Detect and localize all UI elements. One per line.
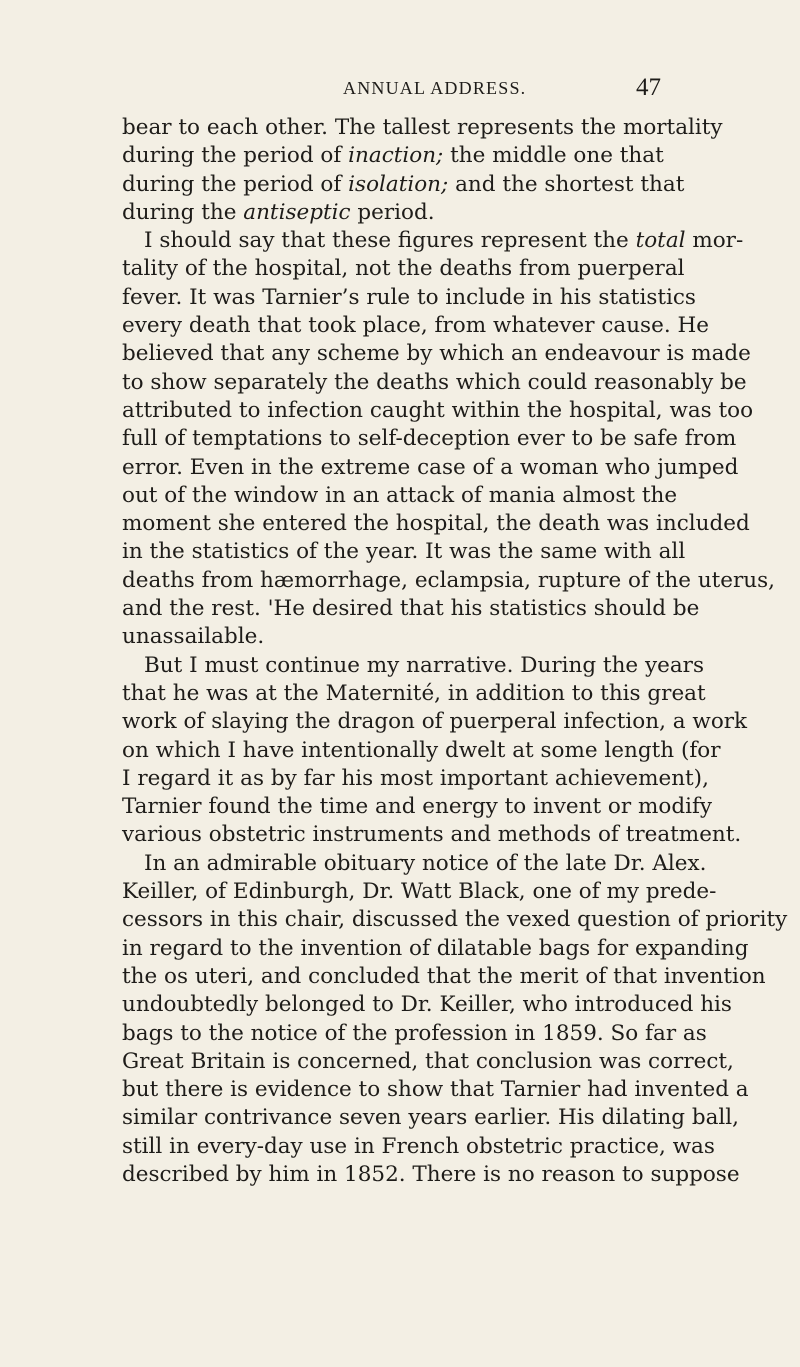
text-line: cessors in this chair, discussed the vexed question of priority [122, 907, 788, 933]
text-line: undoubtedly belonged to Dr. Keiller, who introduced his [122, 992, 732, 1018]
text-line: I regard it as by far his most important achievement), [122, 765, 709, 791]
text-line: bags to the notice of the profession in 1859. So far as [122, 1020, 707, 1046]
text-line: fever. It was Tarnier’s rule to include in his statistics [122, 284, 696, 310]
text-line: in regard to the invention of dilatable bags for expanding [122, 935, 749, 961]
text-line: during the period of isolation; and the shortest that [122, 171, 685, 197]
running-title: ANNUAL ADDRESS. [343, 78, 527, 98]
text-line: out of the window in an attack of mania almost the [122, 482, 678, 508]
body-text [122, 114, 788, 1189]
text-line: on which I have intentionally dwelt at some length (for [122, 737, 721, 763]
text-line: during the period of inaction; the middle one that [122, 143, 664, 169]
text-line: work of slaying the dragon of puerperal infection, a work [122, 709, 748, 735]
page-number: 47 [636, 74, 661, 101]
text-line: full of temptations to self-deception ever to be safe from [122, 426, 737, 452]
text-line: and the rest. 'He desired that his statistics should be [122, 596, 700, 622]
emphasis-total: total [635, 228, 686, 254]
text-line: I should say that these figures represent the total mor- [144, 228, 744, 254]
text-line: bear to each other. The tallest represents the mortality [122, 115, 723, 140]
text-line: during the antiseptic period. [122, 199, 435, 225]
text-line: moment she entered the hospital, the death was included [122, 511, 750, 537]
text-line: Keiller, of Edinburgh, Dr. Watt Black, one of my prede- [122, 879, 717, 905]
text-line: described by him in 1852. There is no reason to suppose [122, 1161, 740, 1187]
text-line: various obstetric instruments and methods of treatment. [122, 822, 742, 848]
emphasis-isolation: isolation; [348, 171, 449, 197]
text-line: to show separately the deaths which could reasonably be [122, 369, 747, 395]
text-line: But I must continue my narrative. During the years [144, 652, 704, 678]
text-line: believed that any scheme by which an endeavour is made [122, 341, 751, 367]
text-line: tality of the hospital, not the deaths from puerperal [122, 256, 685, 282]
text-line: deaths from hæmorrhage, eclampsia, rupture of the uterus, [122, 567, 776, 593]
text-line: attributed to infection caught within the hospital, was too [122, 397, 754, 423]
text-line: In an admirable obituary notice of the late Dr. Alex. [144, 850, 707, 876]
text-line: that he was at the Maternité, in addition to this great [122, 680, 706, 706]
running-head [0, 74, 800, 104]
text-line: in the statistics of the year. It was the same with all [122, 539, 686, 565]
text-line: the os uteri, and concluded that the merit of that invention [122, 963, 766, 989]
text-line: error. Even in the extreme case of a woman who jumped [122, 454, 739, 480]
text-line: unassailable. [122, 624, 265, 650]
text-line: Great Britain is concerned, that conclusion was correct, [122, 1048, 734, 1074]
text-line: every death that took place, from whatever cause. He [122, 313, 709, 339]
text-line: similar contrivance seven years earlier. His dilating ball, [122, 1105, 739, 1131]
emphasis-antiseptic: antiseptic [243, 199, 351, 225]
text-line: but there is evidence to show that Tarnier had invented a [122, 1077, 749, 1103]
text-line: still in every-day use in French obstetric practice, was [122, 1133, 715, 1159]
text-line: Tarnier found the time and energy to invent or modify [122, 794, 713, 820]
emphasis-inaction: inaction; [348, 143, 444, 169]
